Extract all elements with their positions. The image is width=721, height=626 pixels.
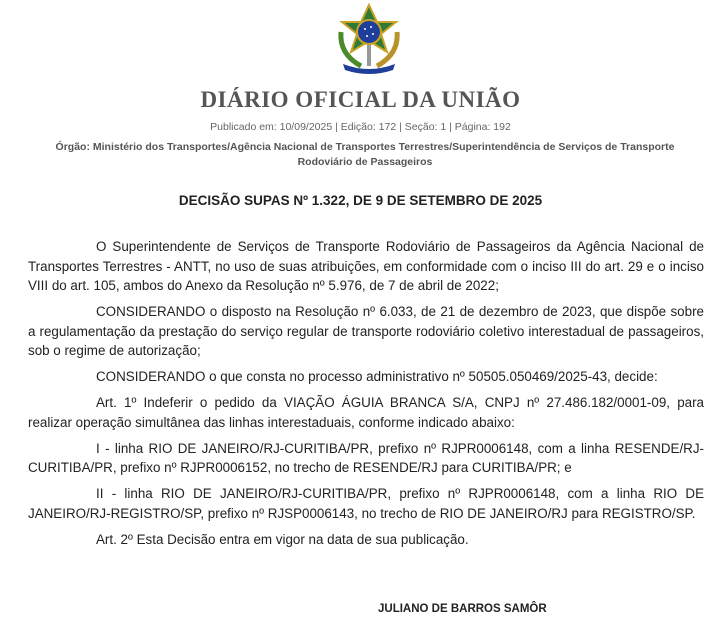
signature: JULIANO DE BARROS SAMÔR xyxy=(378,603,547,615)
issuing-organ: Órgão: Ministério dos Transportes/Agência Nacional de Transportes Terrestres/Superintendência de Serviços de Transporte Rodoviário de Passageiros xyxy=(55,141,675,168)
paragraph: O Superintendente de Serviços de Transporte Rodoviário de Passageiros da Agência Nacional de Transportes Terrestres - ANTT, no uso de suas atribuições, em conformidade com o inciso III do art. 29 e o inciso VIII do art. 105, ambos do Anexo da Resolução nº 5.976, de 7 de abril de 2022; xyxy=(28,239,704,293)
document-title: DECISÃO SUPAS Nº 1.322, DE 9 DE SETEMBRO DE 2025 xyxy=(178,193,543,208)
document-body xyxy=(28,237,704,556)
masthead-title: DIÁRIO OFICIAL DA UNIÃO xyxy=(200,87,521,112)
brazil-coat-of-arms-icon xyxy=(331,2,407,76)
paragraph: Art. 2º Esta Decisão entra em vigor na data de sua publicação. xyxy=(96,531,469,547)
publication-info: Publicado em: 10/09/2025 | Edição: 172 | Seção: 1 | Página: 192 xyxy=(210,121,511,133)
paragraph: I - linha RIO DE JANEIRO/RJ-CURITIBA/PR, prefixo nº RJPR0006148, com a linha RESENDE/RJ-CURITIBA/PR, prefixo nº RJPR0006152, no trecho de RESENDE/RJ para CURITIBA/PR; e xyxy=(28,440,704,475)
paragraph: Art. 1º Indeferir o pedido da VIAÇÃO ÁGUIA BRANCA S/A, CNPJ nº 27.486.182/0001-09, para realizar operação simultânea das linhas interestaduais, conforme indicado abaixo: xyxy=(28,395,704,430)
paragraph: II - linha RIO DE JANEIRO/RJ-CURITIBA/PR, prefixo nº RJPR0006148, com a linha RIO DE JANEIRO/RJ-REGISTRO/SP, prefixo nº RJSP0006143, no trecho de RIO DE JANEIRO/RJ para REGISTRO/SP. xyxy=(28,486,704,521)
paragraph: CONSIDERANDO o que consta no processo administrativo nº 50505.050469/2025-43, decide: xyxy=(96,369,658,384)
paragraph: CONSIDERANDO o disposto na Resolução nº 6.033, de 21 de dezembro de 2023, que dispõe sobre a regulamentação da prestação do serviço regular de transporte rodoviário coletivo interestadual de passageiros, sob o regime de autorização; xyxy=(28,304,704,358)
